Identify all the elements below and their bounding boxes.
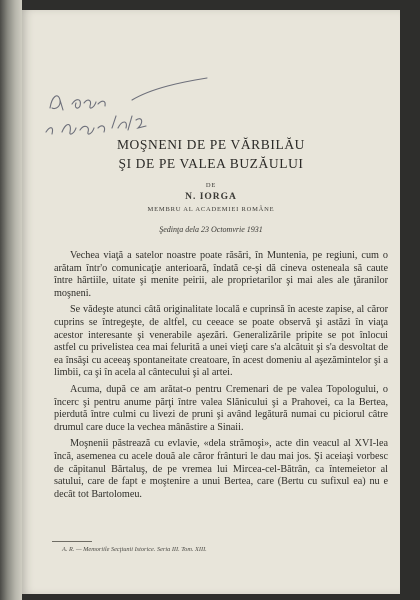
title-line-2: ŞI DE PE VALEA BUZĂULUI (118, 156, 304, 171)
author-affiliation: MEMBRU AL ACADEMIEI ROMÂNE (147, 206, 275, 213)
paragraph: Vechea viaţă a satelor noastre poate răsări, în Muntenia, pe regiuni, cum o arătam într'o comunicaţie anterioară, îndată ce-şi dă cineva osteneala să caute între hârtiile, uitate şi menite peirii, ale proprietarilor şi mai ales ale ţăranilor moşneni. (54, 250, 388, 299)
paragraph: Acuma, după ce am arătat-o pentru Cremenari de pe valea Topologului, o încerc şi pentru anume părţi între valea Slănicului şi a Prahovei, ca la Bertea, pierdută între culmi cu livezi de pruni şi având legătură numai cu piciorul câtre drumul care duce la vechea mânăstire a Sinaii. (54, 383, 388, 433)
session-date: Şedinţa dela 23 Octomvrie 1931 (159, 225, 263, 234)
document-page (22, 10, 400, 594)
paragraph: Moşnenii păstrează cu evlavie, «dela strămoşi», acte din veacul al XVI-lea încă, asemenea cu acele două ale căror frânturi le dau mai jos. Şi aceiaşi vorbesc de căpitanul Bărtaluş, de pe vremea lui Mircea-cel-Bătrân, ca întemeietor al satului, care de fapt e moştenire a unui Bertea, care (Bertu cu sufixul ea) nu e decât tot Bartolomeu. (54, 438, 388, 500)
title-line-1: MOŞNENI DE PE VĂRBILĂU (116, 137, 306, 152)
book-spine (0, 0, 22, 600)
footnote-rule (52, 541, 92, 542)
article-body (54, 250, 388, 505)
paragraph: Se vădeşte atunci câtă originalitate locală e cuprinsă în aceste zapise, al căror cuprins se întregeşte, de altfel, cu ceeace se poate observă şi astăzi în viaţa acestor interesante şi venerabile aşezări. Generalizările pripite se pot înlocui astfel cu privelistea cea mai felurită a unei vieţi care s'a alcătuit şi s'a desvoltat de ea însăşi cu aceeaş spontaneitate creatoare, în acest domeniu al aşezămintelor şi a limbii, ca şi în acela al cântecului şi al artei. (54, 304, 388, 379)
byline-de: DE (205, 182, 217, 189)
footnote: A. R. — Memoriile Secţiunii Istorice. Seria III. Tom. XIII. (62, 546, 207, 553)
author-name: N. IORGA (185, 192, 237, 202)
